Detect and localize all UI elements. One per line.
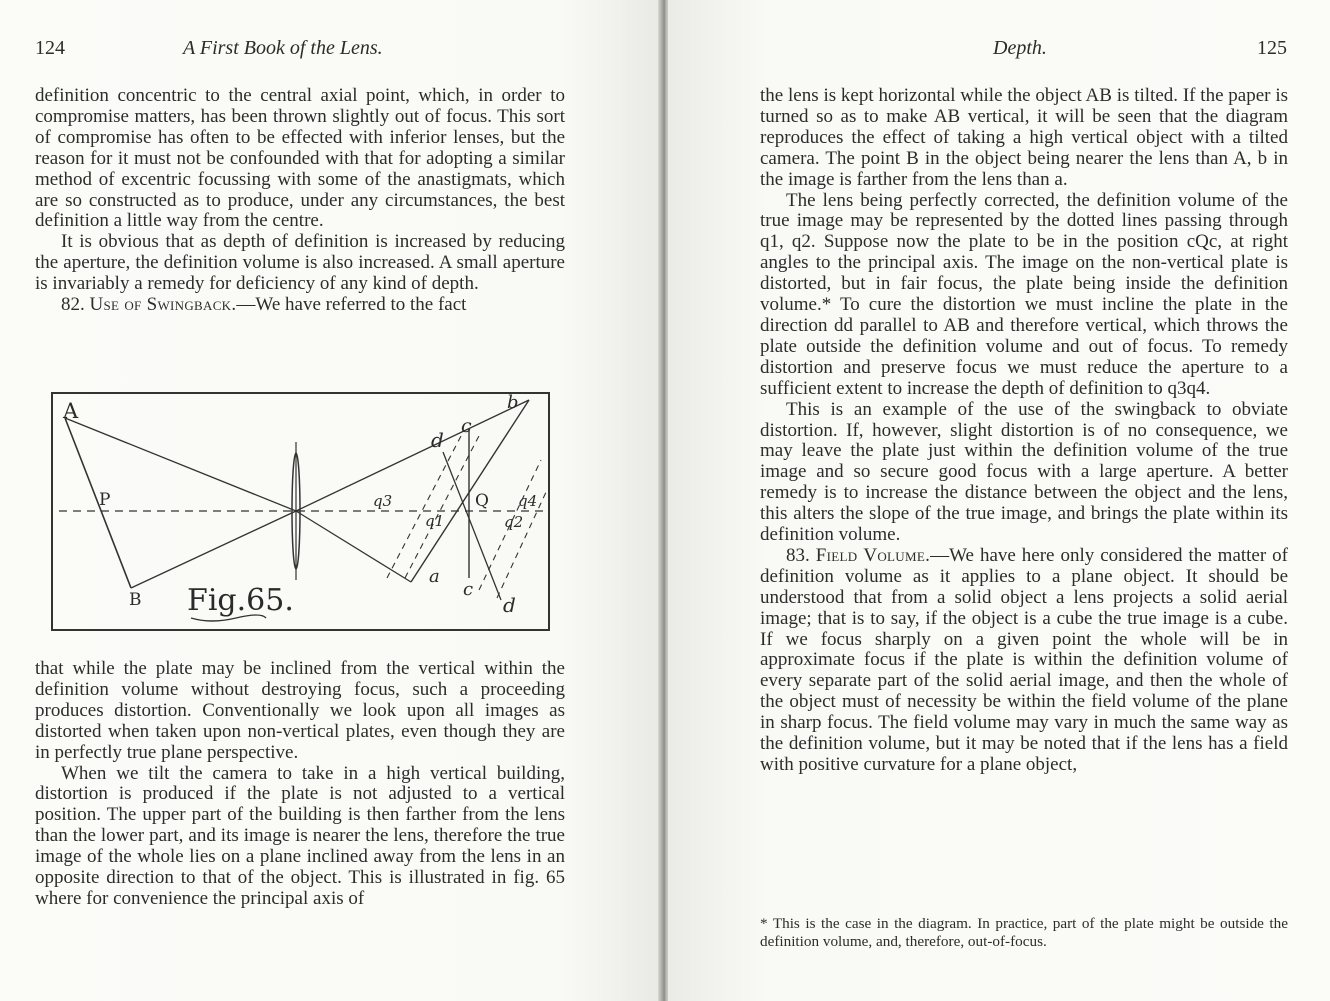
- section-heading: Field Volume.: [815, 544, 931, 566]
- paragraph: definition concentric to the central axial point, which, in order to compromise matters, has been thrown slightly out of focus. This sort of compromise has often to be effected with inferior lenses, but the reason for it must not be confounded with that for adopting a similar method of excentric focussing with some of the anastigmats, which are so constructed as to produce, under any circumstances, the best definition a little way from the centre.: [35, 85, 565, 232]
- label-q4: q4: [518, 492, 538, 510]
- section-text: —We have referred to the fact: [236, 294, 467, 316]
- left-page: [0, 0, 662, 1001]
- figure-caption: Fig.65.: [187, 583, 294, 618]
- plate-dd: [443, 452, 501, 600]
- paragraph: that while the plate may be inclined from the vertical within the definition volume without destroying focus, such a proceeding produces distortion. Conventionally we look upon all images as distorted when taken upon non-vertical plates, even though they are in perfectly true plane perspective.: [35, 658, 565, 763]
- ray-to-b: [296, 400, 529, 511]
- paragraph: This is an example of the use of the swingback to obviate distortion. If, however, slight distortion is of no consequence, we may leave the plate just within the definition volume of the true image and so secure good focus with a large aperture. A better remedy is to increase the distance between the object and the lens, this alters the slope of the true image, and brings the plate within its definition volume.: [760, 398, 1288, 546]
- label-Q: Q: [475, 491, 489, 511]
- paragraph: When we tilt the camera to take in a high vertical building, distortion is produced if the plate is not adjusted to a vertical position. The upper part of the building is then farther from the lens than the lower part, and its image is nearer the lens, therefore the true image of the whole lies on a plane inclined away from the lens in an opposite direction to that of the object. This is illustrated in fig. 65 where for convenience the principal axis of: [35, 762, 565, 909]
- running-title-left: A First Book of the Lens.: [183, 37, 383, 59]
- label-B: B: [129, 590, 142, 610]
- section-text: —We have here only considered the matter of definition volume as it applies to a plane object. It should be understood that from a solid object a lens projects a solid aerial image; that is to say, if the object is a cube the true image is a cube. If we focus sharply on a given point the whole will be in approximate focus if the plate is within the definition volume of every separate part of the solid aerial image, and then the whole of the object must of necessity be within the field volume of the plane in sharp focus. The field volume may vary in much the same way as the definition volume, but it may be noted that if the lens has a field with positive curvature for a plane object,: [760, 544, 1288, 775]
- section-83-paragraph: [760, 546, 1288, 776]
- label-b: b: [507, 392, 519, 413]
- label-q1: q1: [425, 512, 445, 530]
- page-number-right: 125: [1257, 37, 1287, 59]
- paragraph: It is obvious that as depth of definition is increased by reducing the aperture, the definition volume is also increased. A small aperture is invariably a remedy for deficiency of any kind of depth.: [35, 231, 565, 295]
- right-text: [760, 86, 1288, 776]
- figure-65-diagram: [51, 392, 550, 631]
- left-text-bottom: [35, 659, 565, 910]
- paragraph: the lens is kept horizontal while the object AB is tilted. If the paper is turned so as to make AB vertical, it will be seen that the diagram reproduces the effect of taking a high vertical object with a tilted camera. The point B in the object being nearer the lens than A, b in the image is farther from the lens than a.: [760, 85, 1288, 190]
- label-c-top: c: [461, 415, 472, 437]
- right-page: [668, 0, 1330, 1001]
- running-title-right: Depth.: [993, 37, 1047, 59]
- page-number-left: 124: [35, 37, 65, 59]
- section-heading: Use of Swingback.: [89, 294, 237, 316]
- label-d-bottom: d: [503, 593, 516, 617]
- paragraph: The lens being perfectly corrected, the definition volume of the true image may be represented by the dotted lines passing through q1, q2. Suppose now the plate to be in the position cQc, at right angles to the principal axis. The image on the non-vertical plate is distorted, but in fair focus, the plate being inside the definition volume.* To cure the distortion we must incline the plate in the direction dd parallel to AB and therefore vertical, which throws the plate outside the definition volume and out of focus. To remedy distortion and preserve focus we must reduce the aperture to a sufficient extent to increase the depth of definition to q3q4.: [760, 189, 1288, 399]
- label-a: a: [429, 566, 440, 587]
- ray-to-a: [296, 511, 411, 582]
- label-P: P: [99, 490, 111, 510]
- section-number: 82.: [61, 294, 85, 316]
- label-A: A: [63, 399, 79, 423]
- object-line-ab: [65, 418, 131, 588]
- left-text-top: [35, 86, 565, 316]
- ray-b: [131, 511, 296, 588]
- label-q2: q2: [504, 513, 524, 531]
- figure-65: [51, 392, 550, 631]
- def-volume-q3: [387, 436, 461, 578]
- label-c-bottom: c: [463, 579, 474, 600]
- footnote: * This is the case in the diagram. In practice, part of the plate might be outside the definition volume, and, therefore, out-of-focus.: [760, 915, 1288, 950]
- label-d-top: d: [431, 428, 444, 452]
- section-82-paragraph: [35, 295, 565, 316]
- section-number: 83.: [786, 544, 810, 566]
- label-q3: q3: [373, 492, 393, 510]
